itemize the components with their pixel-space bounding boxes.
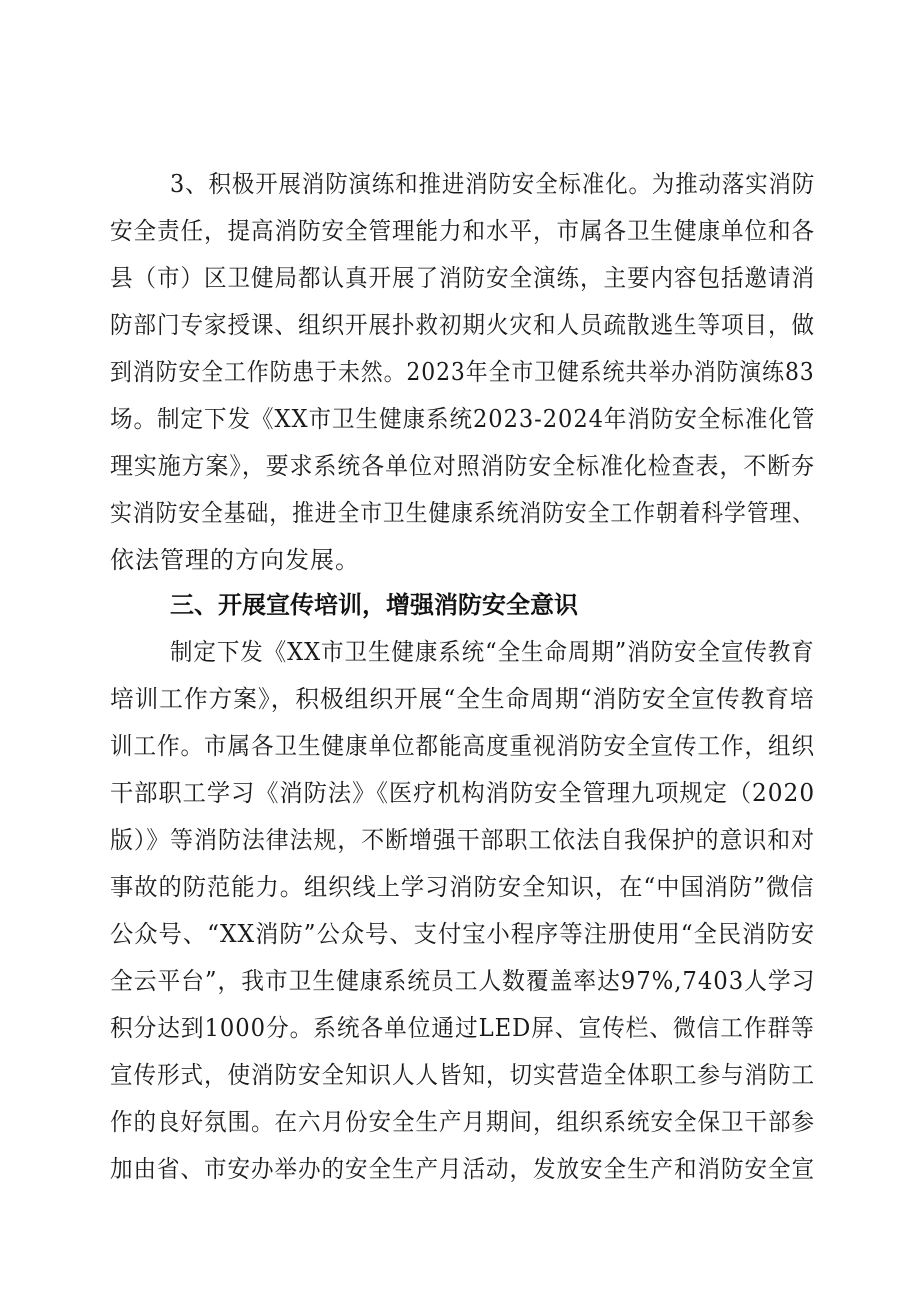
paragraph-line: 理实施方案》，要求系统各单位对照消防安全标准化检查表，不断夯 <box>110 452 816 480</box>
section-heading: 三、开展宣传培训，增强消防安全意识 <box>170 591 578 619</box>
paragraph-line: 制定下发《XX市卫生健康系统“全生命周期”消防安全宣传教育 <box>170 638 815 666</box>
paragraph-line: 公众号、“XX消防”公众号、支付宝小程序等注册使用“全民消防安 <box>110 920 816 948</box>
paragraph-line: 加由省、市安办举办的安全生产月活动，发放安全生产和消防安全宣 <box>110 1155 815 1183</box>
paragraph-line: 训工作。市属各卫生健康单位都能高度重视消防安全宣传工作，组织 <box>110 732 815 760</box>
paragraph-line: 事故的防范能力。组织线上学习消防安全知识，在“中国消防”微信 <box>110 873 815 901</box>
paragraph-line: 培训工作方案》，积极组织开展“全生命周期“消防安全宣传教育培 <box>110 685 815 713</box>
paragraph-line: 场。制定下发《XX市卫生健康系统2023-2024年消防安全标准化管 <box>110 405 816 433</box>
paragraph-line: 县（市）区卫健局都认真开展了消防安全演练，主要内容包括邀请消 <box>110 264 815 292</box>
paragraph-line: 实消防安全基础，推进全市卫生健康系统消防安全工作朝着科学管理、 <box>110 499 816 527</box>
paragraph-line: 作的良好氛围。在六月份安全生产月期间，组织系统安全保卫干部参 <box>110 1108 815 1136</box>
paragraph-line: 3、积极开展消防演练和推进消防安全标准化。为推动落实消防 <box>170 170 816 198</box>
paragraph-line: 宣传形式，使消防安全知识人人皆知，切实营造全体职工参与消防工 <box>110 1061 815 1089</box>
paragraph-line: 全云平台”，我市卫生健康系统员工人数覆盖率达97%,7403人学习 <box>110 967 816 995</box>
paragraph-line: 到消防安全工作防患于未然。2023年全市卫健系统共举办消防演练83 <box>110 358 815 386</box>
paragraph-line: 积分达到1000分。系统各单位通过LED屏、宣传栏、微信工作群等 <box>110 1014 815 1042</box>
paragraph-line: 版）》等消防法律法规，不断增强干部职工依法自我保护的意识和对 <box>110 826 816 854</box>
paragraph-line: 安全责任，提高消防安全管理能力和水平，市属各卫生健康单位和各 <box>110 217 815 245</box>
paragraph-line: 干部职工学习《消防法》《医疗机构消防安全管理九项规定（2020 <box>110 779 816 807</box>
paragraph-line: 防部门专家授课、组织开展扑救初期火灾和人员疏散逃生等项目，做 <box>110 311 815 339</box>
paragraph-line: 依法管理的方向发展。 <box>110 546 360 574</box>
